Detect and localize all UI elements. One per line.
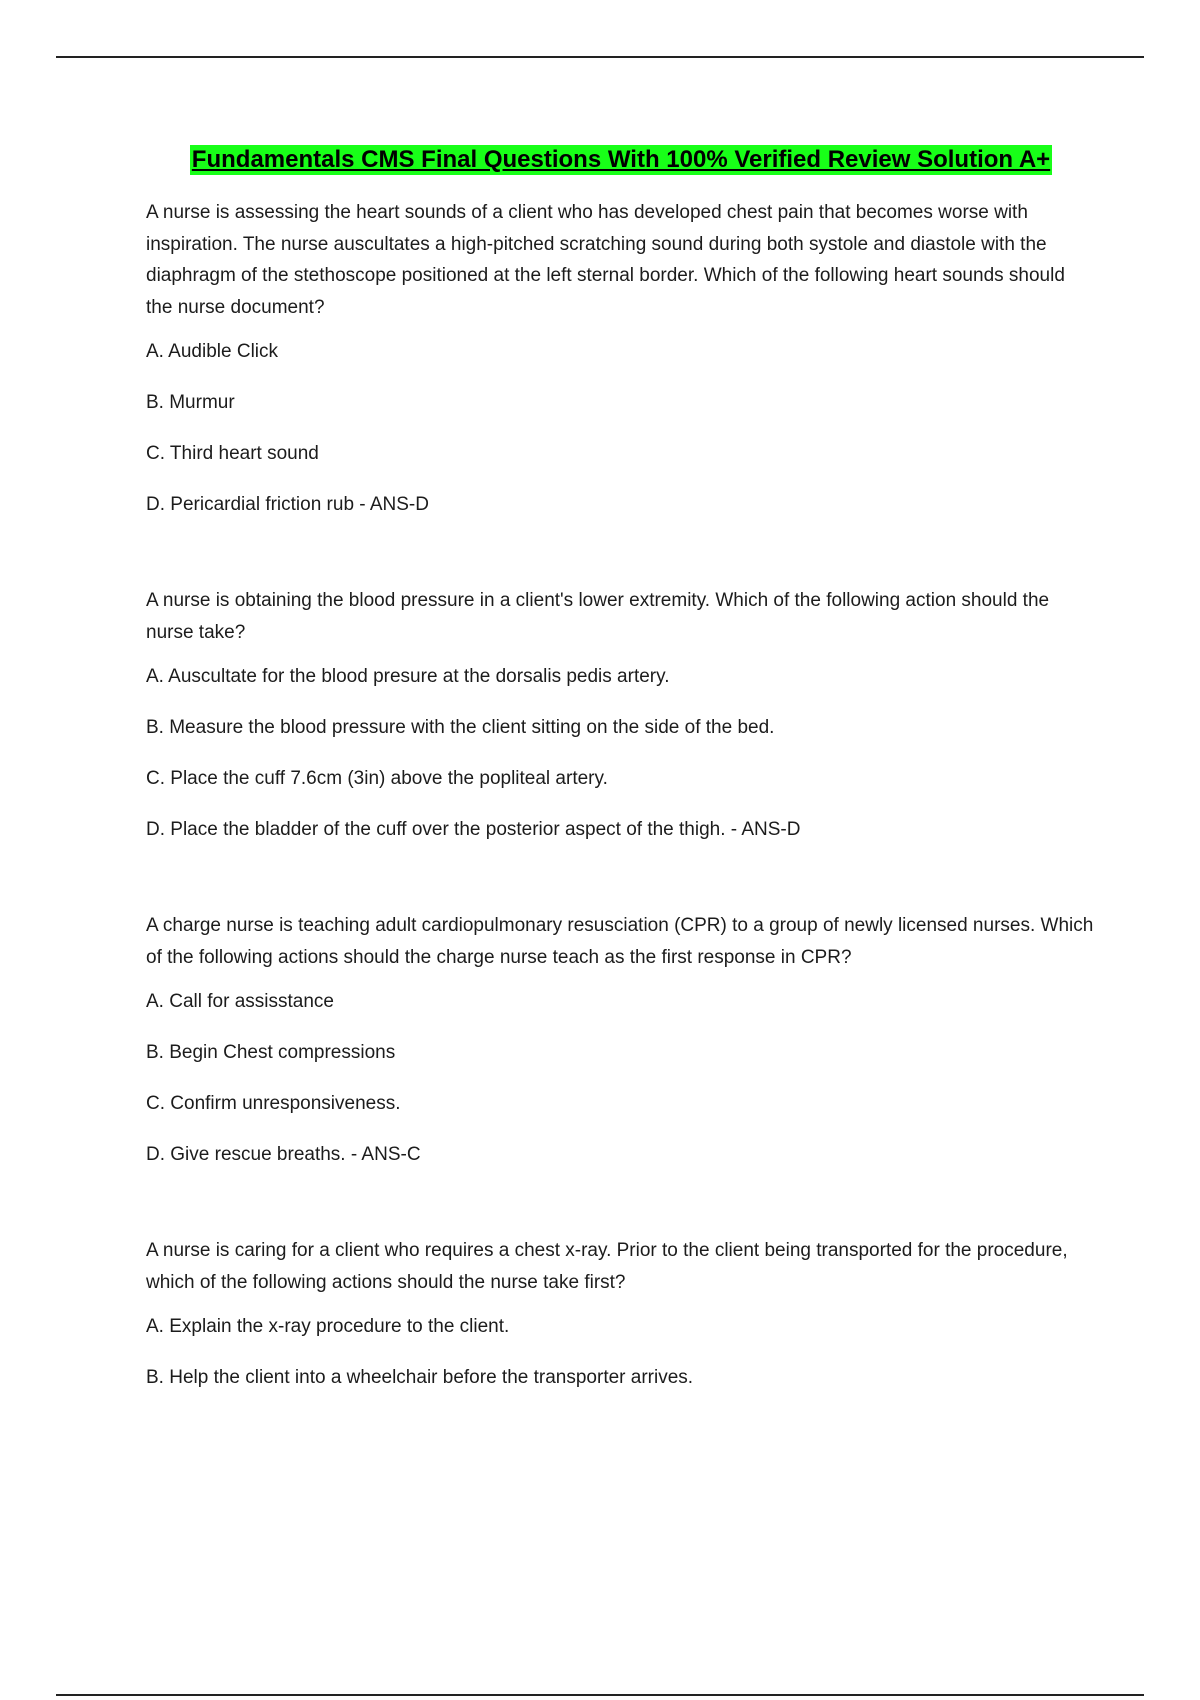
question-4 — [146, 1235, 1096, 1391]
answer-option: B. Measure the blood pressure with the client sitting on the side of the bed. — [146, 717, 775, 738]
question-stem: A charge nurse is teaching adult cardiopulmonary resusciation (CPR) to a group of newly licensed nurses. Which of the following actions should the charge nurse teach as the first response in CPR? — [146, 915, 1094, 968]
question-3 — [146, 910, 1096, 1168]
answer-option: D. Pericardial friction rub - ANS-D — [146, 494, 429, 515]
spacer — [146, 868, 1096, 910]
answer-option: B. Murmur — [146, 392, 235, 413]
spacer — [146, 1193, 1096, 1235]
answer-option: A. Explain the x-ray procedure to the client. — [146, 1316, 510, 1337]
answer-option: B. Begin Chest compressions — [146, 1042, 396, 1063]
answer-option: A. Call for assisstance — [146, 991, 334, 1012]
answer-option: D. Place the bladder of the cuff over the posterior aspect of the thigh. - ANS-D — [146, 819, 801, 840]
question-stem: A nurse is assessing the heart sounds of a client who has developed chest pain that becomes worse with inspiration. The nurse auscultates a high-pitched scratching sound during both systole and diastole with the diaphragm of the stethoscope positioned at the left sternal border. Which of the following heart sounds should the nurse document? — [146, 202, 1065, 318]
top-rule — [56, 56, 1144, 58]
answer-option: C. Confirm unresponsiveness. — [146, 1093, 401, 1114]
bottom-rule — [56, 1694, 1144, 1696]
answer-option: C. Third heart sound — [146, 443, 319, 464]
answer-option: C. Place the cuff 7.6cm (3in) above the popliteal artery. — [146, 768, 608, 789]
question-2 — [146, 585, 1096, 843]
answer-option: A. Auscultate for the blood presure at the dorsalis pedis artery. — [146, 666, 670, 687]
question-1 — [146, 197, 1096, 518]
document-page — [146, 145, 1096, 1416]
spacer — [146, 543, 1096, 585]
answer-option: B. Help the client into a wheelchair before the transporter arrives. — [146, 1367, 694, 1388]
question-stem: A nurse is caring for a client who requires a chest x-ray. Prior to the client being transported for the procedure, which of the following actions should the nurse take first? — [146, 1240, 1068, 1293]
title-block — [146, 145, 1096, 175]
answer-option: D. Give rescue breaths. - ANS-C — [146, 1144, 421, 1165]
question-stem: A nurse is obtaining the blood pressure in a client's lower extremity. Which of the following action should the nurse take? — [146, 590, 1050, 643]
document-title: Fundamentals CMS Final Questions With 100% Verified Review Solution A+ — [191, 146, 1051, 173]
answer-option: A. Audible Click — [146, 341, 279, 362]
